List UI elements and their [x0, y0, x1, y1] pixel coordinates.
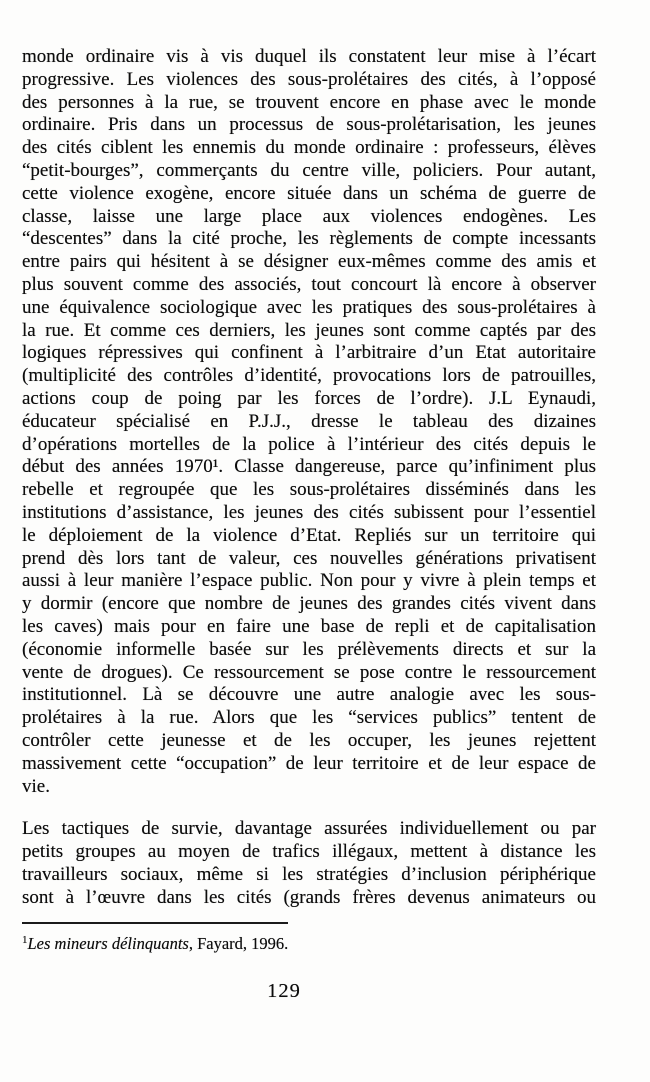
text-line: plus souvent comme des associés, tout concourt là encore à observer: [22, 273, 596, 295]
text-line: vie.: [22, 775, 50, 797]
text-line: Les tactiques de survie, davantage assurées individuellement ou par: [22, 818, 596, 840]
text-line: cette violence exogène, encore située dans un schéma de guerre de: [22, 182, 596, 204]
footnote: [22, 930, 596, 954]
text-line: actions coup de poing par les forces de l’ordre). J.L Eynaudi,: [22, 387, 596, 409]
text-line: logiques répressives qui confinent à l’arbitraire d’un Etat autoritaire: [22, 342, 596, 364]
footnote-publisher: , Fayard, 1996.: [188, 934, 289, 954]
text-line: des personnes à la rue, se trouvent encore en phase avec le monde: [22, 91, 596, 113]
text-line: aussi à leur manière l’espace public. Non pour y vivre à plein temps et: [22, 570, 596, 592]
text-line: les caves) mais pour en faire une base de repli et de capitalisation: [22, 615, 596, 637]
text-line: la rue. Et comme ces derniers, les jeunes sont comme captés par des: [22, 319, 596, 341]
footnote-title: Les mineurs délinquants: [27, 934, 189, 954]
text-line: éducateur spécialisé en P.J.J., dresse le tableau des dizaines: [22, 410, 596, 432]
footnote-marker: 1: [22, 934, 28, 947]
text-line: (multiplicité des contrôles d’identité, provocations lors de patrouilles,: [22, 365, 596, 387]
text-line: classe, laisse une large place aux violences endogènes. Les: [22, 205, 596, 227]
text-line: institutions d’assistance, les jeunes des cités subissent pour l’essentiel: [22, 501, 596, 523]
paragraph-2: [22, 818, 596, 909]
text-line: prend dès lors tant de valeur, ces nouvelles générations privatisent: [22, 547, 596, 569]
paragraph-1: [22, 46, 596, 798]
text-line: début des années 1970¹. Classe dangereuse, parce qu’infiniment plus: [22, 456, 596, 478]
text-line: y dormir (encore que nombre de jeunes des grandes cités vivent dans: [22, 593, 596, 615]
text-line: d’opérations mortelles de la police à l’intérieur des cités depuis le: [22, 433, 596, 455]
text-line: rebelle et regroupée que les sous-prolétaires disséminés dans les: [22, 479, 596, 501]
text-line: entre pairs qui hésitent à se désigner eux-mêmes comme des amis et: [22, 251, 596, 273]
text-line: ordinaire. Pris dans un processus de sous-prolétarisation, les jeunes: [22, 114, 596, 136]
text-line: massivement cette “occupation” de leur territoire et de leur espace de: [22, 752, 596, 774]
body-text: [22, 46, 596, 1003]
text-line: le déploiement de la violence d’Etat. Repliés sur un territoire qui: [22, 524, 596, 546]
text-line: une équivalence sociologique avec les pratiques des sous-prolétaires à: [22, 296, 596, 318]
text-line: travailleurs sociaux, même si les stratégies d’inclusion périphérique: [22, 863, 596, 885]
footnote-divider: [22, 922, 288, 924]
text-line: (économie informelle basée sur les prélèvements directs et sur la: [22, 638, 596, 660]
text-line: prolétaires à la rue. Alors que les “services publics” tentent de: [22, 707, 596, 729]
page-number: 129: [267, 980, 301, 1003]
text-line: progressive. Les violences des sous-prolétaires des cités, à l’opposé: [22, 68, 596, 90]
text-line: des cités ciblent les ennemis du monde ordinaire : professeurs, élèves: [22, 137, 596, 159]
text-line: monde ordinaire vis à vis duquel ils constatent leur mise à l’écart: [22, 46, 596, 67]
text-line: “descentes” dans la cité proche, les règlements de compte incessants: [22, 228, 596, 250]
text-line: “petit-bourges”, commerçants du centre ville, policiers. Pour autant,: [22, 159, 596, 181]
text-line: vente de drogues). Ce ressourcement se pose contre le ressourcement: [22, 661, 596, 683]
text-line: sont à l’œuvre dans les cités (grands frères devenus animateurs ou: [22, 886, 596, 908]
text-line: institutionnel. Là se découvre une autre analogie avec les sous-: [22, 684, 596, 706]
text-line: contrôler cette jeunesse et de les occuper, les jeunes rejettent: [22, 729, 596, 751]
text-line: petits groupes au moyen de trafics illégaux, mettent à distance les: [22, 841, 596, 863]
